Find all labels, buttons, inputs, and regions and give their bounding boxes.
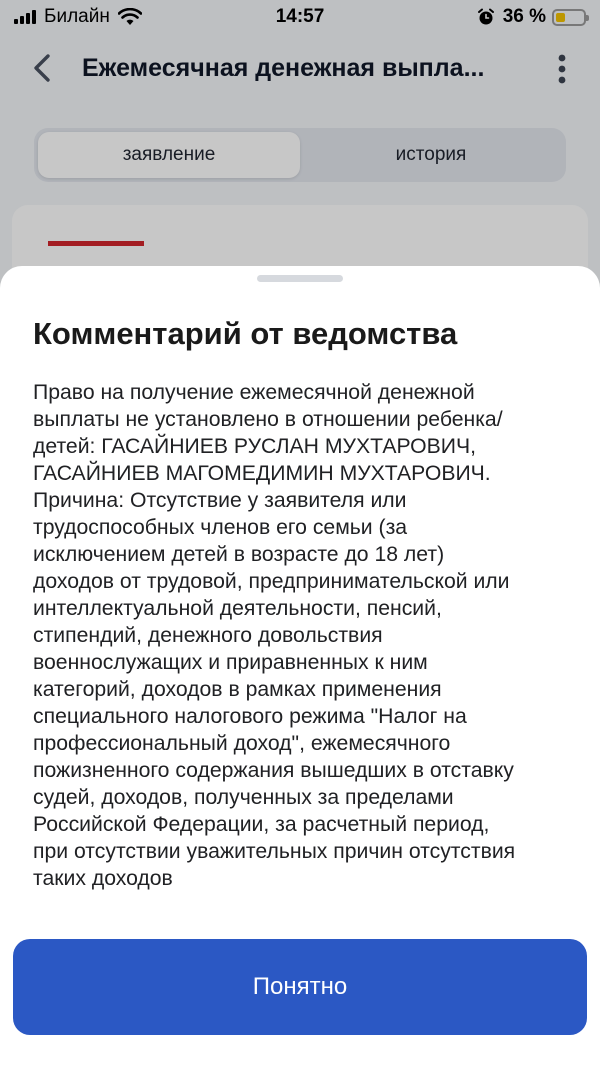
tab-application[interactable]: заявление: [38, 132, 300, 178]
status-time: 14:57: [275, 6, 325, 27]
body-line: доходов от трудовой, предпринимательской или: [33, 570, 510, 593]
body-line: детей: ГАСАЙНИЕВ РУСЛАН МУХТАРОВИЧ,: [33, 435, 476, 458]
page-title: Ежемесячная денежная выпла...: [82, 54, 485, 82]
understood-button[interactable]: Понятно: [13, 939, 587, 1035]
body-line: интеллектуальной деятельности, пенсий,: [33, 597, 442, 620]
body-line: Российской Федерации, за расчетный период,: [33, 813, 490, 836]
body-line: ГАСАЙНИЕВ МАГОМЕДИМИН МУХТАРОВИЧ.: [33, 462, 491, 485]
tab-history[interactable]: история: [300, 132, 562, 178]
sheet-body-text: [33, 379, 578, 892]
body-line: стипендий, денежного довольствия: [33, 624, 383, 647]
body-line: выплаты не установлено в отношении ребенка/: [33, 408, 503, 431]
sheet-grabber[interactable]: [257, 275, 343, 282]
body-line: трудоспособных членов его семьи (за: [33, 516, 408, 539]
body-line: специального налогового режима "Налог на: [33, 705, 467, 728]
body-line: пожизненного содержания вышедших в отставку: [33, 759, 514, 782]
body-line: таких доходов: [33, 867, 173, 890]
body-line: военнослужащих и приравненных к ним: [33, 651, 428, 674]
body-line: Право на получение ежемесячной денежной: [33, 381, 475, 404]
body-line: исключением детей в возрасте до 18 лет): [33, 543, 445, 566]
body-line: категорий, доходов в рамках применения: [33, 678, 442, 701]
body-line: Причина: Отсутствие у заявителя или: [33, 489, 407, 512]
sheet-title: Комментарий от ведомства: [33, 316, 458, 351]
bottom-sheet: [0, 266, 600, 1066]
body-line: судей, доходов, полученных за пределами: [33, 786, 454, 809]
carrier-name: Билайн: [44, 6, 110, 27]
battery-percent: 36 %: [502, 6, 546, 27]
body-line: профессиональный доход", ежемесячного: [33, 732, 451, 755]
body-line: при отсутствии уважительных причин отсутствия: [33, 840, 516, 863]
